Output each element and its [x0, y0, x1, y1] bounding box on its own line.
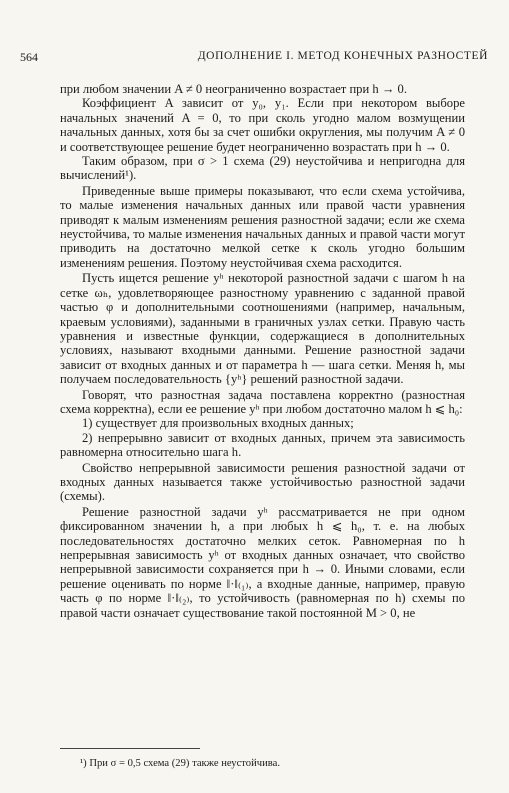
running-title: ДОПОЛНЕНИЕ I. МЕТОД КОНЕЧНЫХ РАЗНОСТЕЙ	[197, 50, 488, 62]
list-item: 2) непрерывно зависит от входных данных, причем эта зависимость равномерна относительно шага h.	[60, 430, 465, 460]
paragraph: Свойство непрерывной зависимости решения разностной задачи от входных данных называется также устойчивостью разностной задачи (схемы).	[60, 460, 465, 504]
body-text	[60, 82, 465, 620]
list-item: 1) существует для произвольных входных данных;	[82, 416, 354, 431]
paragraph: при любом значении A ≠ 0 неограниченно возрастает при h → 0.	[60, 82, 408, 96]
paragraph: Решение разностной задачи yʰ рассматривается не при одном фиксированном значении h, а при любых h ⩽ h₀, т. е. на любых последовательностях достаточно мелких сеток. Равномерная по h непрерывная зависимость yʰ от входных данных означает, что свойство непрерывной зависимости сохраняется при h → 0. Иными словами, если решение оценивать по норме ‖·‖₍₁₎, а входные данные, например, правую часть φ по норме ‖·‖₍₂₎, то устойчивость (равномерная по h) схемы по правой части означает существование такой постоянной M > 0, не	[60, 504, 465, 620]
paragraph: Коэффициент A зависит от y₀, y₁. Если при некотором выборе начальных значений A = 0, то при сколь угодно малом возмущении начальных данных, хотя бы за счет ошибки округления, мы получим A ≠ 0 и соответствующее решение будет неограниченно возрастать при h → 0.	[60, 96, 465, 154]
paragraph: Пусть ищется решение yʰ некоторой разностной задачи с шагом h на сетке ωₕ, удовлетворяющее разностному уравнению с заданной правой частью φ и дополнительными соотношениями (например, начальным, краевым условиями), заданными в граничных узлах сетки. Правую часть уравнения и известные функции, содержащиеся в дополнительных условиях, называют входными данными. Решение разностной задачи зависит от входных данных и от параметра h — шага сетки. Меняя h, мы получаем последовательность {yʰ} решений разностной задачи.	[60, 271, 465, 387]
paragraph: Приведенные выше примеры показывают, что если схема устойчива, то малые изменения начальных данных или правой части уравнения приводят к малым изменениям решения разностной задачи; если же схема неустойчива, то малые изменения начальных данных и правой части могут приводить на достаточно мелкой сетке к сколь угодно большим изменениям решения. Поэтому неустойчивая схема расходится.	[60, 183, 465, 270]
running-header	[20, 50, 488, 66]
footnote: ¹) При σ = 0,5 схема (29) также неустойчива.	[80, 758, 280, 769]
footnote-rule	[60, 748, 200, 749]
paragraph: Говорят, что разностная задача поставлена корректно (разностная схема корректна), если ее решение yʰ при любом достаточно малом h ⩽ h₀:	[60, 387, 465, 416]
page-number: 564	[20, 50, 38, 64]
paragraph: Таким образом, при σ > 1 схема (29) неустойчива и непригодна для вычислений¹).	[60, 154, 465, 183]
